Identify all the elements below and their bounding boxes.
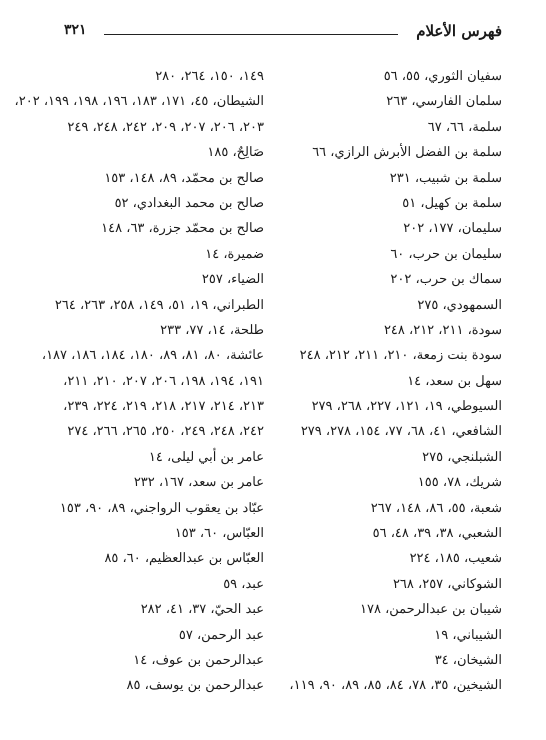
index-entry: ٢٠٣، ٢٠٦، ٢٠٧، ٢٠٩، ٢٤٢، ٢٤٨، ٢٤٩	[67, 119, 264, 135]
index-entry: سفيان الثوري، ٥٥، ٥٦	[383, 69, 502, 84]
index-entry: عبدالرحمن بن عوف، ١٤	[133, 652, 264, 668]
index-entry: ١٤٩، ١٥٠، ٢٦٤، ٢٨٠	[155, 69, 264, 84]
index-entry: سلمان الفارسي، ٢٦٣	[386, 94, 502, 110]
index-entry: الشيطان، ٤٥، ١٧١، ١٨٣، ١٩٦، ١٩٨، ١٩٩، ٢٠٢،	[14, 94, 264, 110]
index-entry: سماك بن حرب، ٢٠٢	[390, 272, 502, 288]
index-entry: عائشة، ٨٠، ٨١، ٨٩، ١٨٠، ١٨٤، ١٨٦، ١٨٧،	[41, 348, 264, 364]
index-entry: طلحة، ١٤، ٧٧، ٢٣٣	[160, 322, 264, 338]
index-entry: عبد الحيّ، ٣٧، ٤١، ٢٨٢	[140, 602, 264, 618]
index-entry: صَالِحٌ، ١٨٥	[207, 145, 264, 161]
index-entry: الضياء، ٢٥٧	[201, 272, 264, 288]
index-entry: الشعبي، ٣٨، ٣٩، ٤٨، ٥٦	[372, 526, 502, 542]
index-entry: سليمان، ١٧٧، ٢٠٢	[403, 221, 502, 237]
index-entry: الشافعي، ٤١، ٦٨، ٧٧، ١٥٤، ٢٧٨، ٢٧٩	[300, 424, 502, 440]
index-entry: شعيب، ١٨٥، ٢٢٤	[409, 551, 502, 567]
index-entry: ٢١٣، ٢١٤، ٢١٧، ٢١٨، ٢١٩، ٢٢٤، ٢٣٩،	[63, 399, 264, 415]
index-entry: سليمان بن حرب، ٦٠	[390, 246, 502, 262]
index-entry: الشيخين، ٣٥، ٧٨، ٨٤، ٨٥، ٨٩، ٩٠، ١١٩،	[289, 678, 502, 694]
index-entry: سودة بنت زمعة، ٢١٠، ٢١١، ٢١٢، ٢٤٨	[299, 348, 502, 364]
index-entry: عبد الرحمن، ٥٧	[178, 627, 264, 643]
index-entry: الشبلنجي، ٢٧٥	[422, 449, 502, 465]
index-entry: الطبراني، ١٩، ٥١، ١٤٩، ٢٥٨، ٢٦٣، ٢٦٤	[54, 297, 264, 313]
index-entry: سلمة، ٦٦، ٦٧	[427, 119, 502, 135]
index-entry: صالح بن محمد البغدادي، ٥٢	[114, 195, 264, 211]
page-header	[64, 20, 502, 46]
index-entry: الشيباني، ١٩	[434, 627, 502, 643]
index-entry: عبدالرحمن بن يوسف، ٨٥	[126, 678, 264, 694]
index-entry: الشيخان، ٣٤	[434, 652, 502, 668]
index-entry: ضميرة، ١٤	[205, 246, 264, 262]
index-entry: عامر بن أبي ليلى، ١٤	[148, 449, 264, 465]
index-entry: عبّاد بن يعقوب الرواجني، ٨٩، ٩٠، ١٥٣	[59, 500, 264, 516]
index-entry: العبّاس بن عبدالعظيم، ٦٠، ٨٥	[104, 551, 264, 567]
index-entry: العبّاس، ٦٠، ١٥٣	[174, 526, 264, 542]
index-entry: سلمة بن الفضل الأبرش الرازي، ٦٦	[312, 145, 502, 161]
index-column-left	[14, 64, 264, 699]
index-entry: السمهودي، ٢٧٥	[417, 297, 502, 313]
index-entry: شعبة، ٥٥، ٨٦، ١٤٨، ٢٦٧	[370, 500, 502, 516]
index-entry: سلمة بن شبيب، ٢٣١	[389, 170, 502, 186]
index-entry: صالح بن محمّد جزرة، ٦٣، ١٤٨	[101, 221, 264, 237]
index-entry: صالح بن محمّد، ٨٩، ١٤٨، ١٥٣	[104, 170, 264, 186]
index-column-right	[282, 64, 502, 699]
index-entry: السيوطي، ١٩، ١٢١، ٢٢٧، ٢٦٨، ٢٧٩	[311, 399, 502, 415]
index-title: فهرس الأعلام	[416, 22, 502, 40]
index-entry: شيبان بن عبدالرحمن، ١٧٨	[359, 602, 502, 618]
page-number: ٣٢١	[64, 22, 87, 38]
index-entry: ١٩١، ١٩٤، ١٩٨، ٢٠٦، ٢٠٧، ٢١٠، ٢١١،	[63, 373, 264, 389]
header-rule	[104, 34, 398, 35]
index-entry: عبد، ٥٩	[223, 576, 264, 592]
index-entry: سهل بن سعد، ١٤	[407, 373, 502, 389]
index-entry: شريك، ٧٨، ١٥٥	[417, 475, 502, 491]
index-entry: عامر بن سعد، ١٦٧، ٢٣٢	[133, 475, 264, 491]
index-entry: ٢٤٢، ٢٤٨، ٢٤٩، ٢٥٠، ٢٦٥، ٢٦٦، ٢٧٤	[67, 424, 264, 440]
index-entry: سودة، ٢١١، ٢١٢، ٢٤٨	[383, 322, 502, 338]
index-entry: الشوكاني، ٢٥٧، ٢٦٨	[392, 576, 502, 592]
index-entry: سلمة بن كهيل، ٥١	[402, 195, 502, 211]
